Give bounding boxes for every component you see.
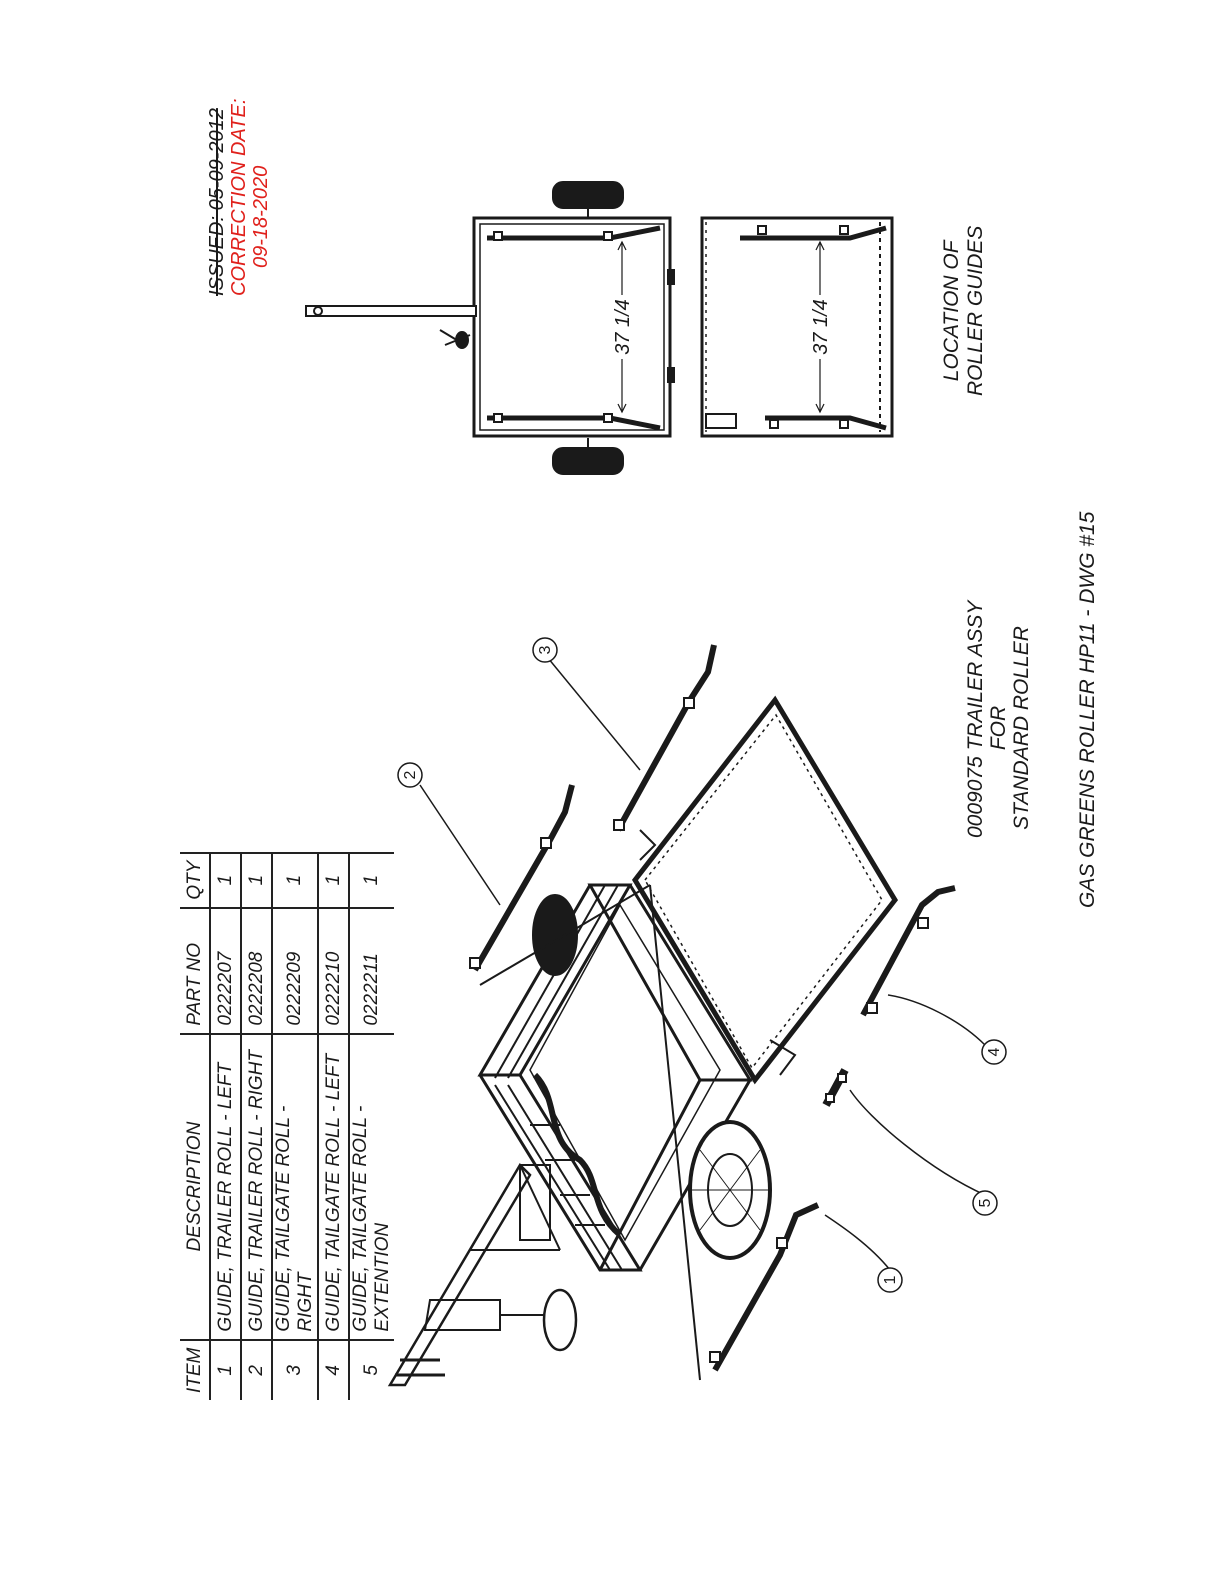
issued-date: ISSUED: 05-09-2012	[206, 108, 228, 296]
correction-date: 09-18-2020	[250, 165, 272, 268]
row-part-no: 0222210	[318, 908, 349, 1034]
dimension-trailer: 37 1/4	[612, 299, 634, 355]
row-qty: 1	[349, 853, 394, 908]
correction-label: CORRECTION DATE:	[228, 98, 250, 296]
row-item: 5	[349, 1340, 394, 1400]
row-item: 2	[241, 1340, 272, 1400]
row-item: 4	[318, 1340, 349, 1400]
assembly-line-3: STANDARD ROLLER	[1010, 626, 1033, 830]
row-description: GUIDE, TRAILER ROLL - RIGHT	[241, 1034, 272, 1340]
isometric-trailer	[390, 700, 895, 1385]
col-description: DESCRIPTION	[180, 1034, 210, 1340]
dimension-tailgate: 37 1/4	[810, 299, 832, 355]
callout-1-label: 1	[882, 1275, 899, 1285]
top-view-tailgate	[702, 218, 892, 436]
row-description: GUIDE, TAILGATE ROLL - RIGHT	[272, 1034, 318, 1340]
col-part-no: PART NO	[180, 908, 210, 1034]
row-item: 1	[210, 1340, 241, 1400]
row-description: GUIDE, TAILGATE ROLL - LEFT	[318, 1034, 349, 1340]
row-part-no: 0222209	[272, 908, 318, 1034]
col-qty: QTY	[180, 853, 210, 908]
col-item: ITEM	[180, 1340, 210, 1400]
drawing-title	[1076, 512, 1100, 908]
row-part-no: 0222207	[210, 908, 241, 1034]
caption-line-2: ROLLER GUIDES	[964, 225, 987, 396]
callout-5-label: 5	[977, 1198, 994, 1208]
row-qty: 1	[272, 853, 318, 908]
row-qty: 1	[241, 853, 272, 908]
callout-4-label: 4	[986, 1047, 1003, 1057]
assembly-line-1: 0009075 TRAILER ASSY	[964, 600, 987, 838]
callout-2-label: 2	[402, 770, 419, 780]
roller-guide-3	[618, 645, 714, 830]
top-view-caption	[940, 226, 988, 396]
row-part-no: 0222211	[349, 908, 394, 1034]
assembly-line-2: FOR	[987, 705, 1010, 751]
row-item: 3	[272, 1340, 318, 1400]
drawing-title-text: GAS GREENS ROLLER HP11 - DWG #15	[1076, 511, 1099, 908]
row-description: GUIDE, TRAILER ROLL - LEFT	[210, 1034, 241, 1340]
roller-guide-4	[863, 888, 955, 1015]
row-qty: 1	[210, 853, 241, 908]
row-description: GUIDE, TAILGATE ROLL - EXTENTION	[349, 1034, 394, 1340]
row-qty: 1	[318, 853, 349, 908]
row-part-no: 0222208	[241, 908, 272, 1034]
callout-3-label: 3	[537, 645, 554, 655]
assembly-title	[964, 600, 1033, 838]
caption-line-1: LOCATION OF	[940, 240, 963, 382]
